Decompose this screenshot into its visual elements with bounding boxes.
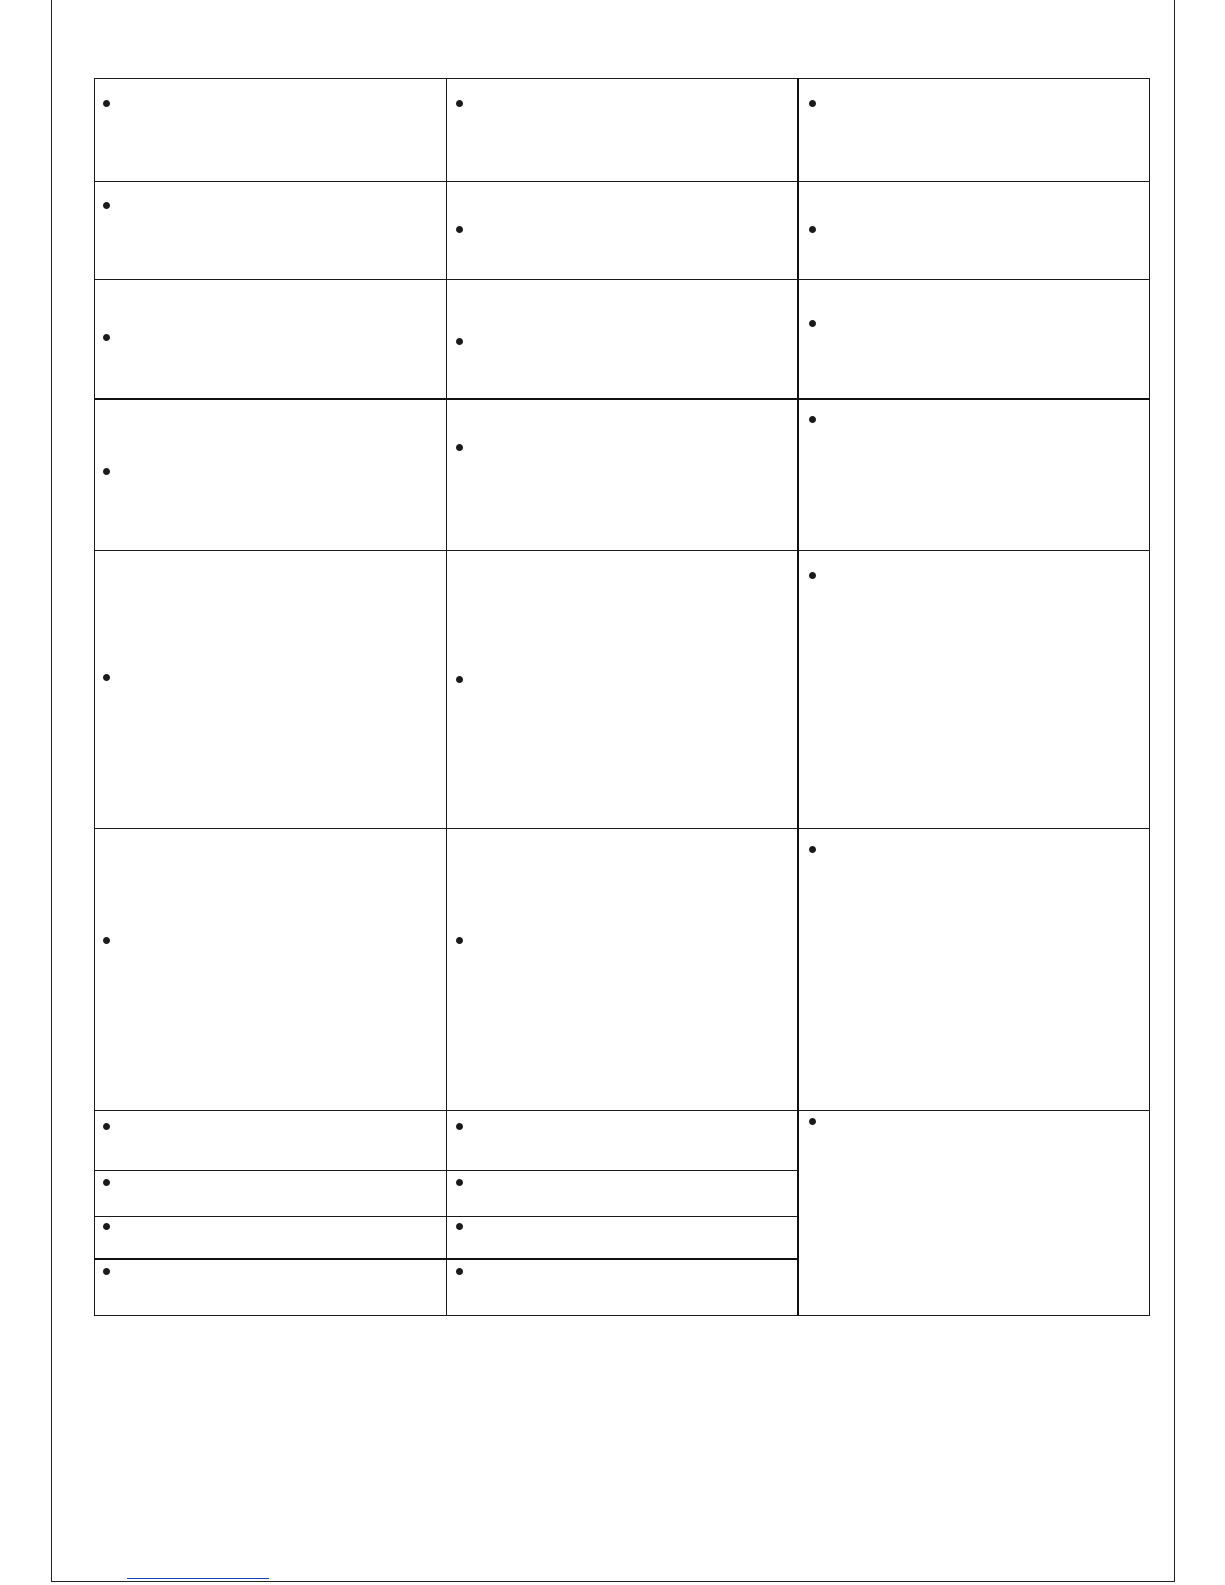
bullet-r3-c3: [809, 320, 816, 327]
row-separator: [94, 181, 1150, 182]
row-separator: [94, 1170, 797, 1171]
footer-link-rule: [127, 1578, 269, 1579]
row-separator: [94, 1110, 1150, 1111]
bullet-r6-c1: [103, 937, 110, 944]
bullet-r10-c2: [456, 1268, 463, 1275]
bullet-table: [94, 78, 1150, 1316]
table-left-border: [94, 78, 95, 1316]
row-separator: [94, 398, 1150, 400]
table-right-border: [1149, 78, 1150, 1316]
row-separator: [94, 550, 1150, 551]
bullet-r7-c1: [103, 1123, 110, 1130]
bullet-r8-c2: [456, 1179, 463, 1186]
bullet-r8-c1: [103, 1179, 110, 1186]
column-divider-2: [797, 78, 799, 1316]
bullet-r5-c2: [456, 676, 463, 683]
bullet-r9-c2: [456, 1223, 463, 1230]
bullet-r6-c3: [809, 846, 816, 853]
row-separator: [94, 279, 1150, 280]
bullet-r1-c1: [103, 100, 110, 107]
bullet-r1-c2: [456, 100, 463, 107]
bullet-r4-c2: [456, 444, 463, 451]
bullet-r1-c3: [809, 100, 816, 107]
column-divider-1: [446, 78, 447, 1316]
table-top-border: [94, 78, 1150, 79]
bullet-r10-c1: [103, 1268, 110, 1275]
bullet-r7-c3: [809, 1118, 816, 1125]
row-separator: [94, 828, 1150, 829]
bullet-r6-c2: [456, 937, 463, 944]
bullet-r4-c3: [809, 416, 816, 423]
row-separator: [94, 1258, 797, 1260]
bullet-r2-c3: [809, 226, 816, 233]
row-separator: [94, 1216, 797, 1217]
bullet-r2-c2: [456, 226, 463, 233]
bullet-r3-c1: [103, 334, 110, 341]
bullet-r3-c2: [456, 338, 463, 345]
bullet-r5-c1: [103, 674, 110, 681]
bullet-r5-c3: [809, 572, 816, 579]
bullet-r4-c1: [103, 468, 110, 475]
bullet-r9-c1: [103, 1223, 110, 1230]
table-bottom-border: [94, 1315, 1150, 1316]
bullet-r7-c2: [456, 1123, 463, 1130]
bullet-r2-c1: [103, 202, 110, 209]
